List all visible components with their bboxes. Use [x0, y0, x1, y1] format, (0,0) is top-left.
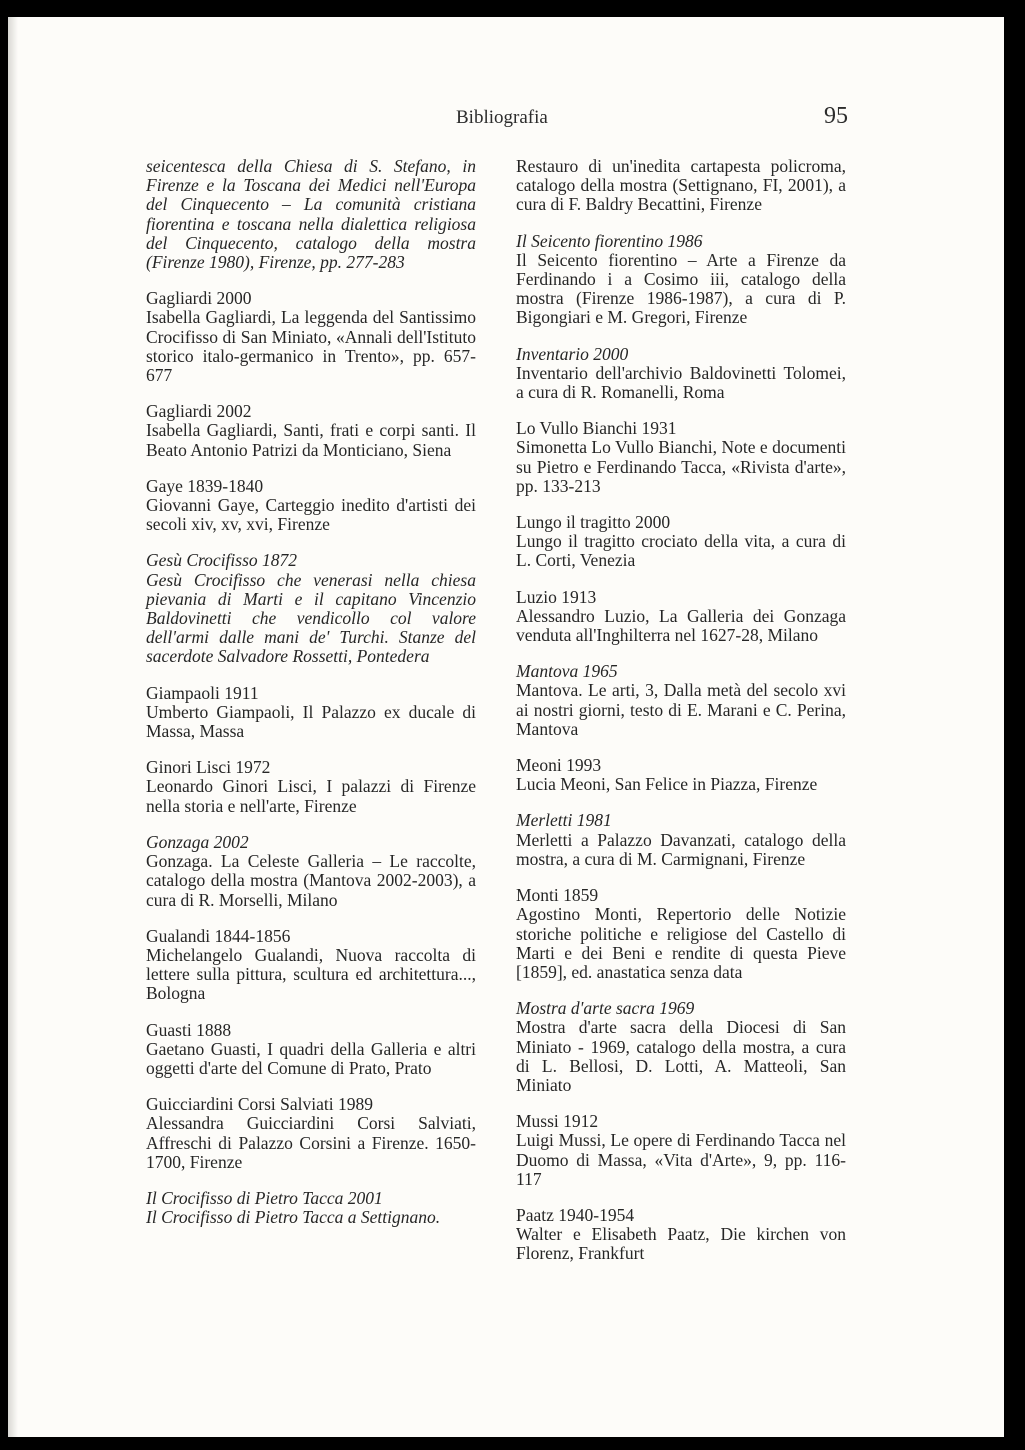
book-page — [8, 17, 1004, 1437]
entry-text: Luigi Mussi, Le opere di Ferdinando Tacca nel Duomo di Massa, «Vita d'Arte», 9, pp. 116-117 — [516, 1130, 846, 1189]
bibliography-entry — [516, 999, 846, 1095]
entry-text: Isabella Gagliardi, La leggenda del Santissimo Crocifisso di San Miniato, «Annali dell'Istituto storico italo-germanico in Trento», pp. 657-677 — [146, 307, 476, 386]
entry-key: Gagliardi 2002 — [146, 401, 252, 422]
entry-text: Lucia Meoni, San Felice in Piazza, Firenze — [516, 774, 818, 795]
entry-key: Luzio 1913 — [516, 586, 597, 607]
bibliography-entry — [146, 833, 476, 910]
entry-key: Lungo il tragitto 2000 — [516, 512, 671, 533]
bibliography-entry — [146, 684, 476, 742]
bibliography-entry — [516, 419, 846, 496]
entry-key: Giampaoli 1911 — [146, 682, 259, 703]
entry-text: Mantova. Le arti, 3, Dalla metà del secolo xvi ai nostri giorni, testo di E. Marani e C. Perina, Mantova — [516, 680, 846, 739]
bibliography-entry — [146, 927, 476, 1004]
entry-key: Paatz 1940-1954 — [516, 1204, 635, 1225]
bibliography-entry — [146, 1021, 476, 1079]
bibliography-entry — [146, 1095, 476, 1172]
entry-text: Lungo il tragitto crociato della vita, a cura di L. Corti, Venezia — [516, 531, 846, 571]
entry-text: Merletti a Palazzo Davanzati, catalogo della mostra, a cura di M. Carmignani, Firenze — [516, 829, 846, 869]
entry-text: Inventario dell'archivio Baldovinetti Tolomei, a cura di R. Romanelli, Roma — [516, 362, 846, 403]
entry-key: Meoni 1993 — [516, 755, 602, 776]
entry-text: Il Crocifisso di Pietro Tacca a Settignano. — [146, 1207, 441, 1228]
entry-key: Gagliardi 2000 — [146, 288, 252, 309]
entry-text: Gesù Crocifisso che venerasi nella chiesa pievania di Marti e il capitano Vincenzio Baldovinetti che vendicollo col valore dell'armi dalle mani de' Turchi. Stanze del sacerdote Salvadore Rossetti, Pontedera — [146, 569, 476, 667]
bibliography-entry — [516, 1206, 846, 1264]
entry-text: Il Seicento fiorentino – Arte a Firenze da Ferdinando i a Cosimo iii, catalogo della mostra (Firenze 1986-1987), a cura di P. Bigongiari e M. Gregori, Firenze — [516, 249, 846, 328]
entry-text: Leonardo Ginori Lisci, I palazzi di Firenze nella storia e nell'arte, Firenze — [146, 776, 476, 816]
entry-text: Umberto Giampaoli, Il Palazzo ex ducale di Massa, Massa — [146, 701, 476, 742]
entry-key: Guasti 1888 — [146, 1019, 232, 1040]
entry-text: Walter e Elisabeth Paatz, Die kirchen von Florenz, Frankfurt — [516, 1224, 846, 1264]
entry-key: Gonzaga 2002 — [146, 831, 249, 852]
entry-text: Alessandro Luzio, La Galleria dei Gonzaga venduta all'Inghilterra nel 1627-28, Milano — [516, 605, 846, 646]
bibliography-entry — [146, 758, 476, 816]
bibliography-entry — [516, 662, 846, 739]
bibliography-entry — [516, 811, 846, 869]
entry-key: Gualandi 1844-1856 — [146, 925, 291, 946]
entry-text: Alessandra Guicciardini Corsi Salviati, Affreschi di Palazzo Corsini a Firenze. 1650-1700, Firenze — [146, 1113, 476, 1172]
entry-key: Mussi 1912 — [516, 1111, 599, 1132]
entry-key: Ginori Lisci 1972 — [146, 757, 271, 778]
bibliography-entry — [146, 402, 476, 460]
bibliography-entry — [516, 588, 846, 646]
bibliography-entry — [146, 477, 476, 535]
entry-key: Guicciardini Corsi Salviati 1989 — [146, 1094, 373, 1115]
entry-key: Mostra d'arte sacra 1969 — [516, 998, 695, 1019]
page-title: Bibliografia — [456, 107, 548, 128]
entry-key: Merletti 1981 — [516, 810, 612, 831]
entry-text: seicentesca della Chiesa di S. Stefano, in Firenze e la Toscana dei Medici nell'Europa del Cinquecento – La comunità cristiana fiorentina e toscana nella dialettica religiosa del Cinquecento, catalogo della mostra (Firenze 1980), Firenze, pp. 277-283 — [146, 156, 476, 273]
entry-text: Restauro di un'inedita cartapesta policroma, catalogo della mostra (Settignano, FI, 2001), a cura di F. Baldry Becattini, Firenze — [516, 156, 846, 215]
entry-key: Inventario 2000 — [516, 343, 629, 364]
bibliography-entry — [516, 756, 846, 794]
bibliography-entry — [146, 157, 476, 272]
entry-key: Lo Vullo Bianchi 1931 — [516, 418, 677, 439]
page-gutter-shadow — [8, 17, 18, 1437]
entry-key: Il Seicento fiorentino 1986 — [516, 230, 703, 251]
bibliography-entry — [516, 513, 846, 571]
entry-text: Mostra d'arte sacra della Diocesi di San Miniato - 1969, catalogo della mostra, a cura di L. Bellosi, D. Lotti, A. Matteoli, San Miniato — [516, 1017, 846, 1095]
entry-text: Isabella Gagliardi, Santi, frati e corpi santi. Il Beato Antonio Patrizi da Monticiano, Siena — [146, 420, 476, 460]
entry-key: Il Crocifisso di Pietro Tacca 2001 — [146, 1187, 383, 1208]
entry-key: Gaye 1839-1840 — [146, 475, 264, 496]
entry-text: Giovanni Gaye, Carteggio inedito d'artisti dei secoli xiv, xv, xvi, Firenze — [146, 495, 476, 535]
bibliography-entry — [516, 157, 846, 215]
left-column — [146, 157, 476, 1244]
entry-text: Michelangelo Gualandi, Nuova raccolta di lettere sulla pittura, scultura ed architettura..., Bologna — [146, 944, 476, 1004]
bibliography-entry — [516, 232, 846, 328]
right-column — [516, 157, 846, 1281]
entry-text: Simonetta Lo Vullo Bianchi, Note e documenti su Pietro e Ferdinando Tacca, «Rivista d'arte», pp. 133-213 — [516, 437, 846, 496]
entry-key: Mantova 1965 — [516, 661, 618, 682]
bibliography-entry — [516, 886, 846, 982]
entry-key: Gesù Crocifisso 1872 — [146, 550, 298, 571]
entry-key: Monti 1859 — [516, 885, 599, 906]
entry-text: Agostino Monti, Repertorio delle Notizie storiche politiche e religiose del Castello di Marti e dei Beni e rendite di questa Pieve [1859], ed. anastatica senza data — [516, 904, 846, 982]
bibliography-entry — [146, 1189, 476, 1227]
bibliography-entry — [516, 345, 846, 403]
bibliography-entry — [146, 551, 476, 666]
entry-text: Gonzaga. La Celeste Galleria – Le raccolte, catalogo della mostra (Mantova 2002-2003), a cura di R. Morselli, Milano — [146, 851, 476, 910]
bibliography-entry — [146, 289, 476, 385]
bibliography-entry — [516, 1112, 846, 1189]
entry-text: Gaetano Guasti, I quadri della Galleria e altri oggetti d'arte del Comune di Prato, Prato — [146, 1038, 476, 1078]
page-number: 95 — [824, 103, 848, 129]
